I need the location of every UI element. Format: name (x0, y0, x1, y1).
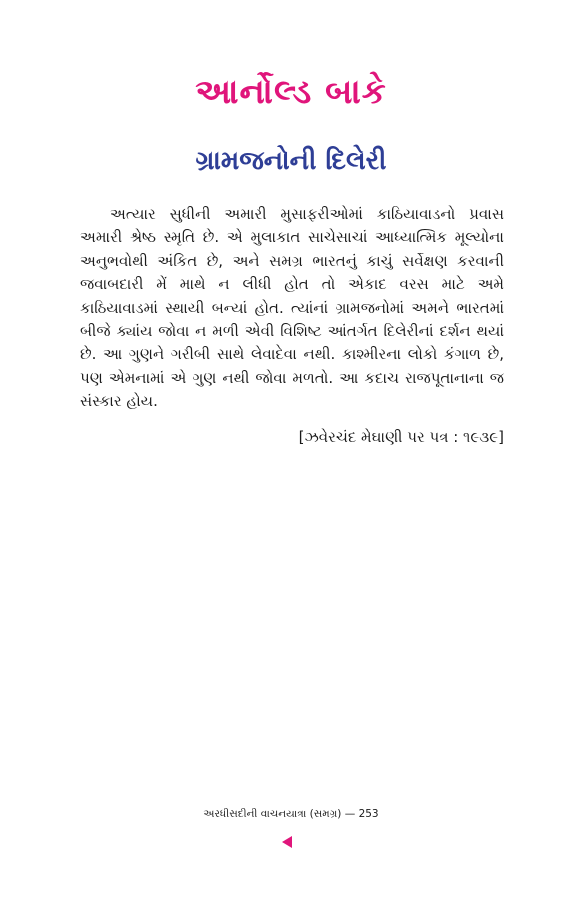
body-paragraph: અત્યાર સુધીની અમારી મુસાફરીઓમાં કાઠિયાવાડનો પ્રવાસ અમારી શ્રેષ્ઠ સ્મૃતિ છે. એ મુલાકાત સાચેસાચાં આધ્યાત્મિક મૂલ્યોના અનુભવોથી અંકિત છે, અને સમગ્ર ભારતનું કાચું સર્વેક્ષણ કરવાની જવાબદારી મેં માથે ન લીધી હોત તો એકાદ વરસ માટે અમે કાઠિયાવાડમાં સ્થાયી બન્યાં હોત. ત્યાંનાં ગ્રામજનોમાં અમને ભારતમાં બીજે ક્યાંય જોવા ન મળી એવી વિશિષ્ટ આંતર્ગત દિલેરીનાં દર્શન થયાં છે. આ ગુણને ગરીબી સાથે લેવાદેવા નથી. કાશ્મીરના લોકો કંગાળ છે, પણ એમનામાં એ ગુણ નથી જોવા મળતો. આ કદાચ રાજપૂતાનાના જ સંસ્કાર હોય. (80, 205, 504, 411)
author-name: આર્નોલ્ડ બાકે (195, 72, 387, 112)
previous-page-icon[interactable] (282, 836, 292, 848)
page-footer: અરધીસદીની વાચનયાત્રા (સમગ્ર) — 253 (203, 808, 379, 820)
article-title: ગ્રામજનોની દિલેરી (195, 146, 387, 176)
citation: [ઝવેરચંદ મેઘાણી પર પત્ર : ૧૯૩૯] (298, 428, 504, 446)
